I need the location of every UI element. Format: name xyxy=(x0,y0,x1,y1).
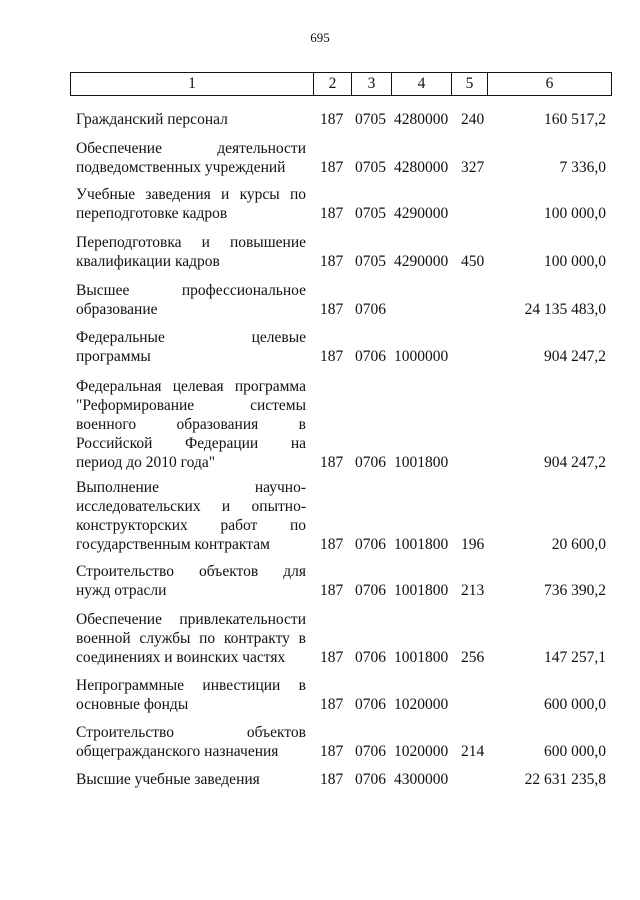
cell-col-2: 187 xyxy=(320,111,344,128)
cell-col-4: 1020000 xyxy=(394,743,449,760)
cell-col-2: 187 xyxy=(320,454,344,471)
row-description xyxy=(76,185,306,223)
cell-col-4: 1001800 xyxy=(394,649,449,666)
description-line: Обеспечение привлекательности xyxy=(76,611,306,628)
table-row xyxy=(76,110,606,129)
row-description xyxy=(76,723,306,761)
cell-col-3: 0706 xyxy=(355,696,386,713)
cell-col-3: 0705 xyxy=(355,253,386,270)
header-col-6: 6 xyxy=(487,73,611,95)
description-line: Высшее профессиональное xyxy=(76,282,306,299)
description-line: Высшие учебные заведения xyxy=(76,771,260,788)
description-line: общегражданского назначения xyxy=(76,743,279,760)
cell-col-3: 0705 xyxy=(355,159,386,176)
table-row xyxy=(76,562,606,600)
page-number: 695 xyxy=(310,30,330,45)
cell-col-6: 600 000,0 xyxy=(544,743,606,760)
description-line: Строительство объектов xyxy=(76,724,306,741)
row-description xyxy=(76,377,306,472)
description-line: исследовательских и опытно- xyxy=(76,498,306,515)
cell-col-3: 0705 xyxy=(355,205,386,222)
cell-col-3: 0706 xyxy=(355,582,386,599)
cell-col-4: 4280000 xyxy=(394,111,449,128)
description-line: государственным контрактам xyxy=(76,536,270,553)
cell-col-2: 187 xyxy=(320,253,344,270)
description-line: Выполнение научно- xyxy=(76,479,306,496)
table-row xyxy=(76,770,606,789)
header-col-4: 4 xyxy=(391,73,451,95)
cell-col-6: 7 336,0 xyxy=(559,159,606,176)
row-description xyxy=(76,676,306,714)
description-line: Федеральная целевая программа xyxy=(76,378,306,395)
cell-col-6: 20 600,0 xyxy=(551,536,606,553)
row-description xyxy=(76,328,306,366)
description-line: Строительство объектов для xyxy=(76,563,306,580)
cell-col-2: 187 xyxy=(320,743,344,760)
cell-col-5: 240 xyxy=(461,111,485,128)
row-description xyxy=(76,110,306,129)
cell-col-6: 160 517,2 xyxy=(544,111,606,128)
cell-col-4: 4290000 xyxy=(394,253,449,270)
description-line: период до 2010 года" xyxy=(76,454,216,471)
description-line: основные фонды xyxy=(76,696,189,713)
cell-col-6: 22 631 235,8 xyxy=(524,771,606,788)
cell-col-2: 187 xyxy=(320,582,344,599)
description-line: Российской Федерации на xyxy=(76,435,306,452)
table-row xyxy=(76,281,606,319)
cell-col-4: 1020000 xyxy=(394,696,449,713)
description-line: подведомственных учреждений xyxy=(76,159,286,176)
table-row xyxy=(76,139,606,177)
description-line: военной службы по контракту в xyxy=(76,630,306,647)
cell-col-5: 196 xyxy=(461,536,485,553)
cell-col-5: 214 xyxy=(461,743,485,760)
cell-col-6: 100 000,0 xyxy=(544,205,606,222)
cell-col-3: 0706 xyxy=(355,348,386,365)
header-col-5: 5 xyxy=(451,73,487,95)
cell-col-2: 187 xyxy=(320,536,344,553)
cell-col-2: 187 xyxy=(320,301,344,318)
table-row xyxy=(76,185,606,223)
cell-col-4: 1001800 xyxy=(394,582,449,599)
description-line: Непрограммные инвестиции в xyxy=(76,677,306,694)
cell-col-4: 1001800 xyxy=(394,454,449,471)
row-description xyxy=(76,281,306,319)
table-row xyxy=(76,478,606,554)
cell-col-6: 147 257,1 xyxy=(544,649,606,666)
table-header xyxy=(70,72,612,96)
description-line: Федеральные целевые xyxy=(76,329,306,346)
table-row xyxy=(76,676,606,714)
row-description xyxy=(76,478,306,554)
description-line: нужд отрасли xyxy=(76,582,167,599)
cell-col-6: 24 135 483,0 xyxy=(524,301,606,318)
cell-col-5: 450 xyxy=(461,253,485,270)
cell-col-2: 187 xyxy=(320,348,344,365)
cell-col-4: 4280000 xyxy=(394,159,449,176)
description-line: Переподготовка и повышение xyxy=(76,234,306,251)
description-line: образование xyxy=(76,301,158,318)
cell-col-2: 187 xyxy=(320,771,344,788)
cell-col-6: 736 390,2 xyxy=(544,582,606,599)
description-line: переподготовке кадров xyxy=(76,205,228,222)
cell-col-2: 187 xyxy=(320,649,344,666)
table-row xyxy=(76,328,606,366)
cell-col-3: 0706 xyxy=(355,743,386,760)
description-line: квалификации кадров xyxy=(76,253,220,270)
table-row xyxy=(76,610,606,667)
cell-col-3: 0706 xyxy=(355,454,386,471)
cell-col-3: 0706 xyxy=(355,536,386,553)
cell-col-5: 213 xyxy=(461,582,485,599)
description-line: конструкторских работ по xyxy=(76,517,306,534)
description-line: программы xyxy=(76,348,151,365)
cell-col-2: 187 xyxy=(320,696,344,713)
row-description xyxy=(76,770,306,789)
description-line: "Реформирование системы xyxy=(76,397,306,414)
table-row xyxy=(76,723,606,761)
cell-col-6: 904 247,2 xyxy=(544,348,606,365)
cell-col-3: 0706 xyxy=(355,301,386,318)
cell-col-3: 0705 xyxy=(355,111,386,128)
description-line: военного образования в xyxy=(76,416,306,433)
cell-col-4: 1001800 xyxy=(394,536,449,553)
description-line: Гражданский персонал xyxy=(76,111,228,128)
description-line: Учебные заведения и курсы по xyxy=(76,186,306,203)
header-col-2: 2 xyxy=(313,73,351,95)
cell-col-4: 1000000 xyxy=(394,348,449,365)
row-description xyxy=(76,610,306,667)
description-line: Обеспечение деятельности xyxy=(76,140,306,157)
cell-col-5: 327 xyxy=(461,159,485,176)
row-description xyxy=(76,562,306,600)
table-row xyxy=(76,377,606,472)
cell-col-5: 256 xyxy=(461,649,485,666)
cell-col-4: 4300000 xyxy=(394,771,449,788)
table-row xyxy=(76,233,606,271)
cell-col-6: 904 247,2 xyxy=(544,454,606,471)
cell-col-2: 187 xyxy=(320,205,344,222)
header-col-1: 1 xyxy=(188,75,196,92)
header-col-3: 3 xyxy=(351,73,391,95)
description-line: соединениях и воинских частях xyxy=(76,649,286,666)
cell-col-3: 0706 xyxy=(355,649,386,666)
row-description xyxy=(76,233,306,271)
cell-col-2: 187 xyxy=(320,159,344,176)
row-description xyxy=(76,139,306,177)
cell-col-6: 600 000,0 xyxy=(544,696,606,713)
cell-col-6: 100 000,0 xyxy=(544,253,606,270)
cell-col-4: 4290000 xyxy=(394,205,449,222)
cell-col-3: 0706 xyxy=(355,771,386,788)
